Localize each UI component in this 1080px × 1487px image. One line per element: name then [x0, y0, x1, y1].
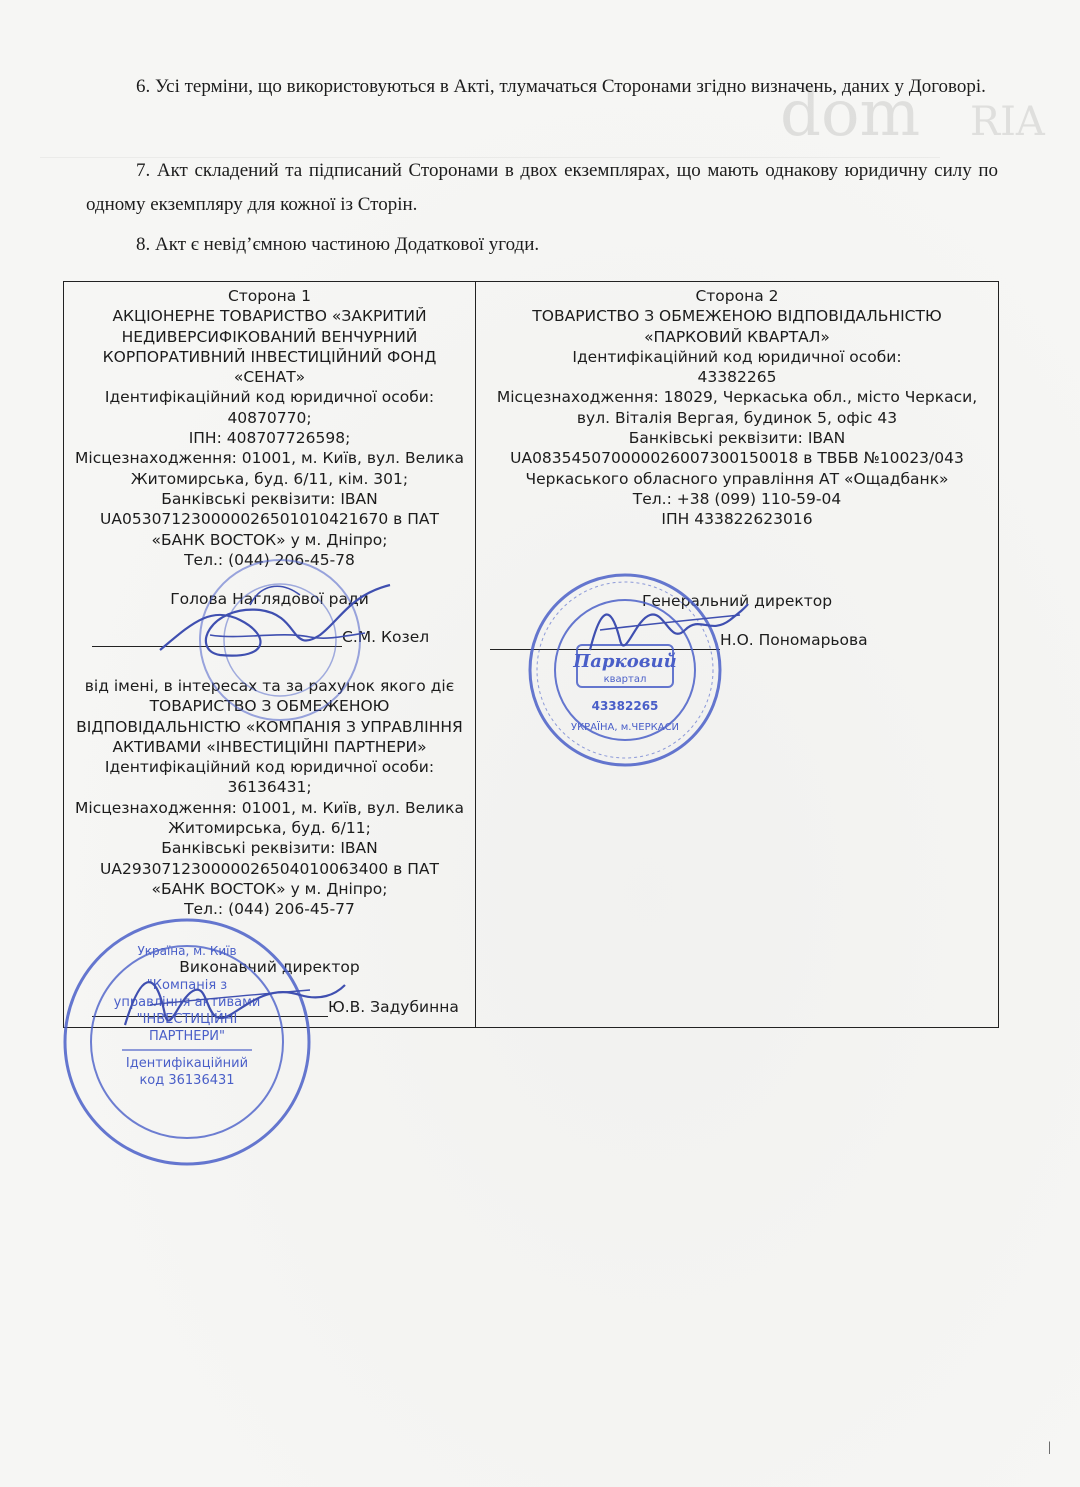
party2-name: ТОВАРИСТВО З ОБМЕЖЕНОЮ ВІДПОВІДАЛЬНІСТЮ «ПАРКОВИЙ КВАРТАЛ»: [532, 307, 942, 346]
company2-phone: Тел.: (044) 206-45-77: [184, 900, 355, 919]
paragraph-6-text: 6. Усі терміни, що використовуються в Акті, тлумачаться Сторонами згідно визначень, даних у Договорі.: [136, 76, 986, 97]
party2-code: 43382265: [697, 368, 777, 387]
party2-bank-label: Банківські реквізити: IBAN: [628, 429, 846, 448]
stamp-company2-line-1: "Компанія з: [146, 978, 228, 993]
signature-table: [63, 281, 999, 1028]
party1-phone: Тел.: (044) 206-45-78: [184, 550, 355, 569]
svg-text:dom: dom: [780, 77, 921, 151]
stamp-party2-sub: квартал: [603, 674, 647, 685]
party1-name: АКЦІОНЕРНЕ ТОВАРИСТВО «ЗАКРИТИЙ НЕДИВЕРСИФІКОВАНИЙ ВЕНЧУРНИЙ КОРПОРАТИВНИЙ ІНВЕСТИЦІЙНИЙ ФОНД «СЕНАТ»: [102, 307, 437, 387]
party1-signer-name: С.М. Козел: [342, 628, 430, 646]
party1-on-behalf: від імені, в інтересах та за рахунок якого діє: [84, 677, 455, 695]
director-title: Виконавчий директор: [179, 958, 360, 976]
paragraph-7: [86, 154, 998, 222]
corner-mark: |: [1048, 1440, 1051, 1455]
party1-bank: UA053071230000026501010421670 в ПАТ «БАНК ВОСТОК» у м. Дніпро;: [100, 510, 439, 549]
company2-name: ТОВАРИСТВО З ОБМЕЖЕНОЮ ВІДПОВІДАЛЬНІСТЮ «КОМПАНІЯ З УПРАВЛІННЯ АКТИВАМИ «ІНВЕСТИЦІЙНІ ПАРТНЕРИ»: [76, 697, 463, 756]
party2-heading: Сторона 2: [695, 287, 779, 305]
company2-bank-label: Банківські реквізити: IBAN: [161, 839, 378, 858]
director-name: Ю.В. Задубинна: [328, 998, 459, 1016]
stamp-company2-city: Україна, м. Київ: [137, 944, 237, 958]
stamp-company2-line-5: Ідентифікаційний: [125, 1056, 249, 1071]
party2-phone: Тел.: +38 (099) 110-59-04: [632, 489, 842, 508]
party2-ipn: ІПН 433822623016: [661, 510, 813, 529]
stamp-company2-line-3: "ІНВЕСТИЦІЙНІ: [136, 1012, 238, 1027]
director-signature-line: [92, 997, 459, 1017]
party2-signer-name: Н.О. Пономарьова: [720, 631, 868, 649]
party2-code-label: Ідентифікаційний код юридичної особи:: [572, 347, 902, 366]
company2-code: Ідентифікаційний код юридичної особи: 36136431;: [104, 758, 435, 797]
party1-signature-line: [92, 627, 429, 647]
party2-column: [476, 282, 998, 1027]
paragraph-6: [86, 70, 998, 104]
party2-signature-line: [490, 630, 868, 650]
paragraph-7-text: 7. Акт складений та підписаний Сторонами в двох екземплярах, що мають однакову юридичну силу по одному екземпляру для кожної із Сторін.: [86, 160, 998, 215]
stamp-company2-line-6: код 36136431: [139, 1073, 235, 1088]
party2-bank: UA083545070000026007300150018 в ТВБВ №10023/043 Черкаського обласного управління АТ «Ощадбанк»: [510, 449, 964, 488]
paragraph-8-text: 8. Акт є невід’ємною частиною Додаткової угоди.: [136, 234, 540, 255]
party1-bank-label: Банківські реквізити: IBAN: [161, 489, 378, 508]
paragraph-8: [86, 228, 998, 262]
svg-text:RIA: RIA: [970, 99, 1045, 145]
party2-signer-title: Генеральний директор: [641, 592, 833, 610]
stamp-party2-code: 43382265: [591, 699, 659, 713]
party1-heading: Сторона 1: [227, 287, 312, 305]
party1-ipn: ІПН: 408707726598;: [188, 429, 351, 448]
party1-signer-title: Голова Наглядової ради: [170, 590, 369, 608]
stamp-party2-label: Парковий: [573, 651, 677, 672]
party1-column: [64, 282, 476, 1027]
party1-code: Ідентифікаційний код юридичної особи: 40870770;: [104, 388, 435, 427]
party2-address: Місцезнаходження: 18029, Черкаська обл., місто Черкаси, вул. Віталія Вергая, будинок 5, офіс 43: [496, 388, 978, 427]
stamp-party2-city: УКРАЇНА, м.ЧЕРКАСИ: [570, 722, 680, 733]
company2-bank: UA293071230000026504010063400 в ПАТ «БАНК ВОСТОК» у м. Дніпро;: [100, 859, 439, 898]
stamp-company2-line-4: ПАРТНЕРИ": [149, 1029, 225, 1044]
party1-address: Місцезнаходження: 01001, м. Київ, вул. Велика Житомирська, буд. 6/11, кім. 301;: [75, 449, 464, 488]
stamp-company2-line-2: управління активами: [113, 995, 261, 1010]
company2-address: Місцезнаходження: 01001, м. Київ, вул. Велика Житомирська, буд. 6/11;: [75, 798, 464, 838]
